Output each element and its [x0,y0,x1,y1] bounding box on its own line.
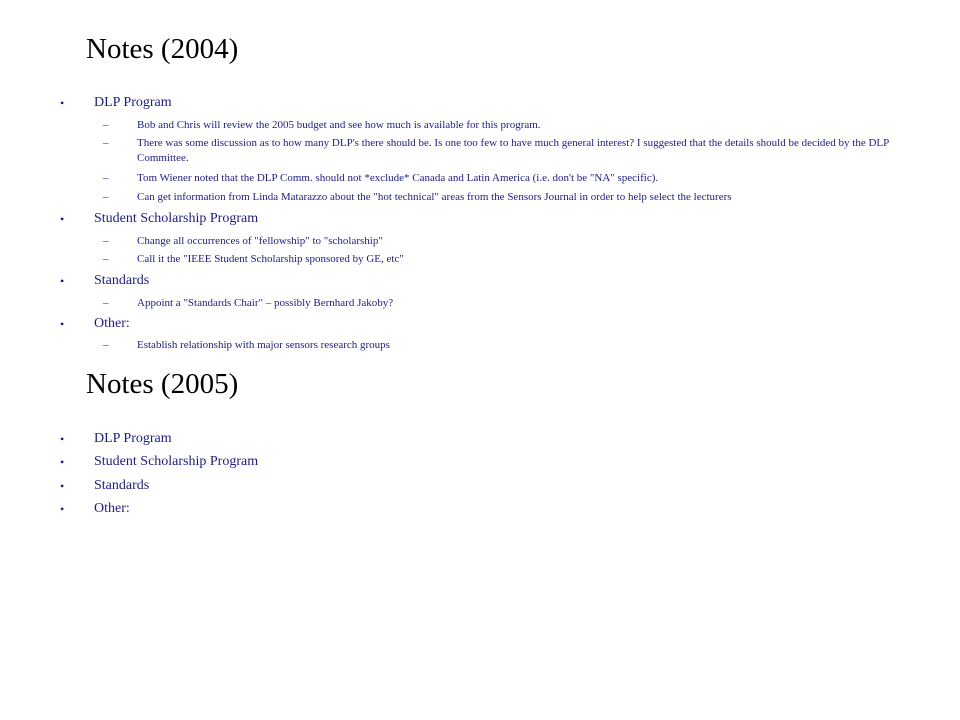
bullet-icon: • [60,274,65,288]
sub-item [103,136,903,166]
sub-item-text: Bob and Chris will review the 2005 budget and see how much is available for this program. [137,119,541,131]
sub-item-text: Tom Wiener noted that the DLP Comm. should not *exclude* Canada and Latin America (i.e. don't be "NA" specific). [137,172,659,184]
bullet-icon: • [60,479,65,493]
dash-icon: – [103,119,109,131]
sub-item-text: Establish relationship with major sensors research groups [137,339,390,351]
dash-icon: – [103,137,109,149]
dash-icon: – [103,191,109,203]
sub-item-text: Change all occurrences of "fellowship" to "scholarship" [137,235,383,247]
sub-item [103,252,903,267]
sub-item-text: Call it the "IEEE Student Scholarship sponsored by GE, etc" [137,253,404,265]
sub-item-text: Can get information from Linda Matarazzo about the "hot technical" areas from the Sensors Journal in order to help select the lecturers [137,191,732,203]
sub-item [103,234,903,249]
bullet-label: Student Scholarship Program [94,454,259,469]
bullet-label: Other: [94,501,130,516]
sub-item [103,171,903,186]
bullet-icon: • [60,317,65,331]
bullet-label: Standards [94,478,150,493]
dash-icon: – [103,339,109,351]
bullet-label: Student Scholarship Program [94,211,259,226]
bullet-icon: • [60,502,65,516]
sub-item [103,118,903,133]
sub-item-text: Appoint a "Standards Chair" – possibly Bernhard Jakoby? [137,297,394,309]
bullet-icon: • [60,455,65,469]
sub-item-text: There was some discussion as to how many DLP's there should be. Is one too few to have much general interest? I suggested that the details should be decided by the DLP Committee. [137,137,889,164]
dash-icon: – [103,235,109,247]
sub-item [103,338,903,353]
dash-icon: – [103,172,109,184]
notes-2004-title: Notes (2004) [86,33,239,65]
bullet-label: Other: [94,316,130,331]
dash-icon: – [103,253,109,265]
bullet-icon: • [60,96,65,110]
sub-item [103,296,903,311]
dash-icon: – [103,297,109,309]
bullet-icon: • [60,432,65,446]
notes-2005-title: Notes (2005) [86,368,239,400]
bullet-label: Standards [94,273,150,288]
bullet-label: DLP Program [94,95,172,110]
sub-item [103,190,903,205]
bullet-icon: • [60,212,65,226]
bullet-label: DLP Program [94,431,172,446]
